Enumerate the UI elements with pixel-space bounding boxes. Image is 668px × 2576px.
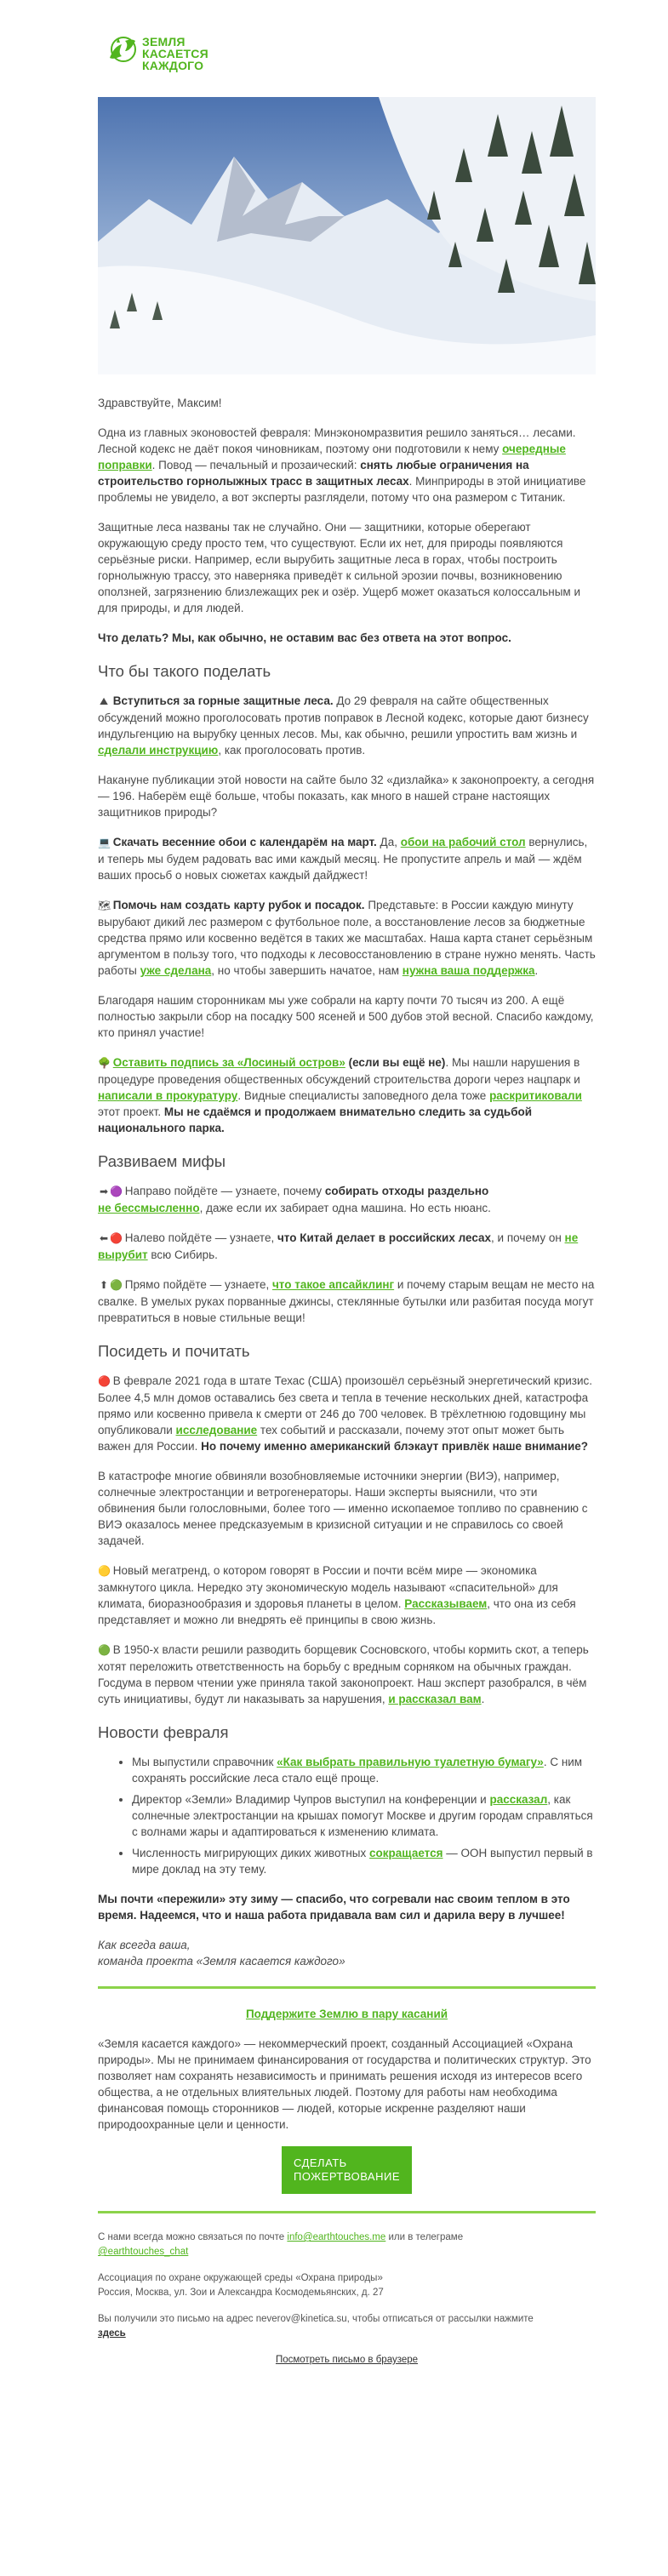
already-done-link[interactable]: уже сделана [140, 964, 212, 977]
closing-message [98, 1891, 596, 1923]
text-bold: Но почему именно американский блэкаут привлёк наше внимание? [201, 1440, 589, 1453]
upcycling-link[interactable]: что такое апсайклинг [271, 1278, 395, 1291]
text: Представьте: в России каждую минуту вырубают дикий лес размером с футбольное поле, а восстановление лесов за бюджетные средства прямо или косвенно ведётся в таких же масштабах. Наша карта станет серьёзным аргументом в пользу того, что подходы к лесовосстановлению в стране нужно менять. Часть работы [98, 899, 596, 977]
news-item [132, 1845, 596, 1877]
red-circle-icon: 🔴 [110, 1232, 123, 1244]
email-link[interactable]: info@earthtouches.me [287, 2232, 386, 2242]
arrow-up-icon: ⬆ [99, 1279, 109, 1291]
text: вернулись, и теперь мы будем радовать вас ими каждый месяц. Не пропустите апрель и май — ждём ваших просьб о новых сюжетах каждый дайджест! [98, 836, 588, 882]
action-item-forests [98, 693, 596, 758]
text-bold: Мы не сдаёмся и продолжаем внимательно следить за судьбой национального парка. [98, 1105, 533, 1134]
support-needed-link[interactable]: нужна ваша поддержка [402, 964, 535, 977]
news-list [98, 1754, 596, 1877]
arrow-left-icon: ⬅ [99, 1232, 109, 1244]
text: , что она из себя представляет и можно ли внедрять её принципы в свою жизнь. [98, 1597, 576, 1626]
donate-button[interactable] [282, 2146, 412, 2194]
green-circle-icon: 🟢 [98, 1644, 111, 1656]
criticized-link[interactable]: раскритиковали [489, 1089, 582, 1102]
signature-line-1: Как всегда ваша, [98, 1939, 191, 1951]
section-title-news: Новости февраля [98, 1723, 229, 1741]
reading-item-texas-note: В катастрофе многие обвиняли возобновляемые источники энергии (ВИЭ), например, солнечные электростанции и ветрогенераторы. Наши эксперты выяснили, что эти обвинения были голословными, более того — именно ископаемое топливо по сравнению с ВИЭ оказалось менее предсказуемым в кризисной ситуации и не справилось со своей задачей. [98, 1470, 588, 1547]
text: и почему старым вещам не место на свалке. В умелых руках порванные джинсы, стеклянные бутылки или разбитая посуда могут превратиться в новые стильные вещи! [98, 1278, 595, 1324]
wallpaper-link[interactable]: обои на рабочий стол [400, 836, 526, 848]
text: Численность мигрирующих диких животных [132, 1847, 369, 1859]
brand-line-3: КАЖДОГО [142, 59, 204, 72]
text: . Минприроды в этой инициативе проблемы не увидело, а вот эксперты разглядели, потому что она размером с Титаник. [98, 475, 586, 504]
hands-logo-icon [105, 32, 140, 68]
mountain-icon: ⛰ [99, 695, 109, 707]
text: Да, [376, 836, 401, 848]
text: . С ним сохранять российские леса стало ещё проще. [132, 1756, 583, 1785]
green-circle-icon: 🟢 [110, 1279, 123, 1291]
amendments-link[interactable]: очередные поправки [98, 443, 566, 471]
text-bold: снять любые ограничения на строительство горнолыжных трасс в защитных лесах [98, 459, 529, 488]
prosecutor-link[interactable]: написали в прокуратуру [98, 1089, 238, 1102]
text: . Повод — печальный и прозаический: [151, 459, 361, 471]
footer [98, 2230, 596, 2368]
news-item [132, 1791, 596, 1840]
support-link[interactable]: Поддержите Землю в пару касаний [245, 2008, 448, 2020]
told-link[interactable]: рассказал [489, 1793, 548, 1806]
text-bold: Мы почти «пережили» эту зиму — спасибо, что согревали нас своим теплом в это время. Надеемся, что и наша работа придавала вам сил и дарила веру в лучшее! [98, 1893, 570, 1922]
text-bold: собирать отходы раздельно [324, 1185, 489, 1197]
footer-address [98, 2271, 596, 2300]
section-title-myths: Развиваем мифы [98, 1152, 226, 1170]
action-item-map [98, 897, 596, 979]
text: тех событий и рассказали, почему этот опыт может быть важен для России. [98, 1424, 565, 1453]
text-bold: Помочь нам создать карту рубок и посадок. [112, 899, 365, 911]
text: . Мы нашли нарушения в процедуре проведения общественных обсуждений строительства дороги через нацпарк и [98, 1056, 580, 1086]
intro-paragraph-2: Защитные леса названы так не случайно. Они — защитники, которые оберегают окружающую среду просто тем, что существуют. Если их нет, для природы появляются серьёзные риски. Например, если вырубить защитные леса в горах, чтобы построить горнолыжную трассу, это наверняка приведёт к сильной эрозии почвы, возникновению оползней, загрязнению близлежащих рек и озёр. Ущерб может оказаться колоссальным и для природы, и для людей. [98, 521, 580, 614]
petition-link[interactable]: Оставить подпись за «Лосиный остров» [112, 1056, 345, 1069]
text: или в телеграме [385, 2232, 464, 2242]
donate-button-line-2: ПОЖЕРТВОВАНИЕ [293, 2170, 401, 2183]
divider [98, 1986, 596, 1989]
section-title-actions: Что бы такого поделать [98, 662, 271, 680]
text-bold: что Китай делает в российских лесах [277, 1231, 492, 1244]
text: Налево пойдёте — узнаете, [122, 1231, 277, 1244]
support-link-row [98, 2006, 596, 2022]
reading-item-hogweed [98, 1642, 596, 1707]
browser-view-row [98, 2353, 596, 2368]
news-item [132, 1754, 596, 1786]
arrow-right-icon: ➡ [99, 1185, 109, 1197]
text-bold: Скачать весенние обои с календарём на март. [112, 836, 377, 848]
donate-button-line-1: СДЕЛАТЬ [293, 2156, 347, 2169]
action-item-wallpapers [98, 834, 596, 883]
brand-name [142, 36, 208, 71]
footer-unsubscribe [98, 2312, 596, 2341]
text-bold: Что делать? Мы, как обычно, не оставим вас без ответа на этот вопрос. [98, 631, 511, 644]
donate-row [98, 2146, 596, 2194]
divider [98, 2211, 596, 2213]
red-circle-icon: 🔴 [98, 1375, 111, 1387]
email-body [98, 395, 596, 2379]
hero-image [98, 97, 596, 374]
text: Директор «Земли» Владимир Чупров выступил на конференции и [132, 1793, 490, 1806]
research-link[interactable]: исследование [175, 1424, 258, 1437]
laptop-icon: 💻 [98, 837, 111, 848]
myth-item-right [98, 1183, 596, 1216]
text: . [481, 1693, 485, 1705]
tell-link[interactable]: Рассказываем [404, 1597, 488, 1610]
not-pointless-link[interactable]: не бессмысленно [98, 1202, 200, 1214]
text-bold: (если вы ещё не) [345, 1056, 446, 1069]
toilet-paper-guide-link[interactable]: «Как выбрать правильную туалетную бумагу» [277, 1756, 544, 1768]
text: С нами всегда можно связаться по почте [98, 2232, 288, 2242]
telegram-link[interactable]: @earthtouches_chat [98, 2247, 189, 2257]
intro-question [98, 630, 596, 646]
section-title-reading: Посидеть и почитать [98, 1342, 250, 1360]
text: Одна из главных эконовостей февраля: Минэкономразвития решило заняться… лесами. Лесной кодекс не даёт покоя чиновникам, поэтому они подготовили к нему [98, 426, 576, 455]
text: , и почему он [491, 1231, 565, 1244]
text: , даже если их забирает одна машина. Но есть нюанс. [199, 1202, 491, 1214]
signature-line-2: команда проекта «Земля касается каждого» [98, 1955, 345, 1968]
text: , как солнечные электростанции на крышах помогут Москве и другим городам справляться с волнами жары и адаптироваться к изменению климата. [132, 1793, 593, 1838]
text: — ООН выпустил первый в мире доклад на эту тему. [132, 1847, 593, 1876]
myth-item-straight [98, 1277, 596, 1326]
action-item-forests-note: Накануне публикации этой новости на сайте было 32 «дизлайка» к законопроекту, а сегодня — 196. Наберём ещё больше, чтобы показать, как много в нашей стране настоящих защитников природы? [98, 774, 595, 819]
text: Новый мегатренд, о котором говорят в России и почти всём мире — экономика замкнутого цикла. Нередко эту экономическую модель называют «спасительной» для климата, биоразнообразия и здоровья планеты в целом. [98, 1564, 558, 1610]
decreasing-link[interactable]: сокращается [369, 1847, 443, 1859]
text: В 1950-х власти решили разводить борщевик Сосновского, чтобы кормить скот, а теперь хотят переложить ответственность на борьбу с вредным сорняком на обычных граждан. Госдума в первом чтении уже приняла такой законопроект. Наш эксперт разобрался, в чём суть инициативы, будут ли наказывать за нарушения, [98, 1643, 589, 1705]
told-you-link[interactable]: и рассказал вам [388, 1693, 482, 1705]
action-item-losiny [98, 1054, 596, 1136]
text: Направо пойдёте — узнаете, почему [122, 1185, 325, 1197]
purple-circle-icon: 🟣 [110, 1185, 123, 1197]
text-bold: Вступиться за горные защитные леса. [112, 694, 334, 707]
text: , но чтобы завершить начатое, нам [211, 964, 403, 977]
address-line-2: Россия, Москва, ул. Зои и Александра Космодемьянских, д. 27 [98, 2288, 384, 2298]
text: всю Сибирь. [147, 1248, 218, 1261]
reading-item-texas [98, 1373, 596, 1454]
myth-item-left [98, 1230, 596, 1263]
brand-line-1: ЗЕМЛЯ [142, 35, 186, 49]
reading-item-circular [98, 1562, 596, 1628]
greeting: Здравствуйте, Максим! [98, 397, 222, 409]
text: этот проект. [98, 1105, 164, 1118]
wont-cut-link[interactable]: не вырубит [98, 1231, 579, 1261]
text: . [534, 964, 539, 977]
brand-line-2: КАСАЕТСЯ [142, 47, 208, 60]
tree-icon: 🌳 [98, 1057, 111, 1069]
brand-logo[interactable] [105, 29, 232, 80]
yellow-circle-icon: 🟡 [98, 1565, 111, 1577]
text: . Видные специалисты заповедного дела тоже [237, 1089, 490, 1102]
text: Прямо пойдёте — узнаете, [122, 1278, 272, 1291]
address-line-1: Ассоциация по охране окружающей среды «Охрана природы» [98, 2273, 383, 2283]
text: , как проголосовать против. [218, 744, 366, 757]
support-text: «Земля касается каждого» — некоммерческий проект, созданный Ассоциацией «Охрана природы». Мы не принимаем финансирования от государства и политических структур. Это позволяет нам сохранять независимость и принимать решения исходя из интересов всего общества, а не отдельных влиятельных людей. Поэтому для работы нам необходима финансовая помощь сторонников — людей, которые искренне разделяют наши природоохранные цели и ценности. [98, 2037, 591, 2131]
text: Мы выпустили справочник [132, 1756, 277, 1768]
action-item-map-note: Благодаря нашим сторонникам мы уже собрали на карту почти 70 тысяч из 200. А ещё полностью закрыли сбор на посадку 500 ясеней и 500 дубов этой весной. Спасибо каждому, кто принял участие! [98, 994, 594, 1039]
intro-paragraph-1 [98, 425, 596, 505]
signature [98, 1937, 596, 1969]
map-icon: 🗺 [98, 900, 111, 911]
text: До 29 февраля на сайте общественных обсуждений можно проголосовать против поправок в Лесной кодекс, которые дают бизнесу индульгенцию на вырубку ценных лесов. Мы, как обычно, решили упростить вам жизнь и [98, 694, 589, 740]
text: Вы получили это письмо на адрес neverov@kinetica.su, чтобы отписаться от рассылки нажмите [98, 2314, 534, 2324]
instruction-link[interactable]: сделали инструкцию [98, 744, 219, 757]
unsubscribe-link[interactable]: здесь [98, 2328, 126, 2339]
view-in-browser-link[interactable]: Посмотреть письмо в браузере [275, 2355, 419, 2365]
footer-contact [98, 2230, 596, 2259]
text: В феврале 2021 года в штате Техас (США) произошёл серьёзный энергетический кризис. Более 4,5 млн домов оставались без света и тепла в течение нескольких дней, катастрофа прямо или косвенно привела к смерти от 246 до 700 человек. В трёхлетнюю годовщину мы опубликовали [98, 1374, 592, 1437]
